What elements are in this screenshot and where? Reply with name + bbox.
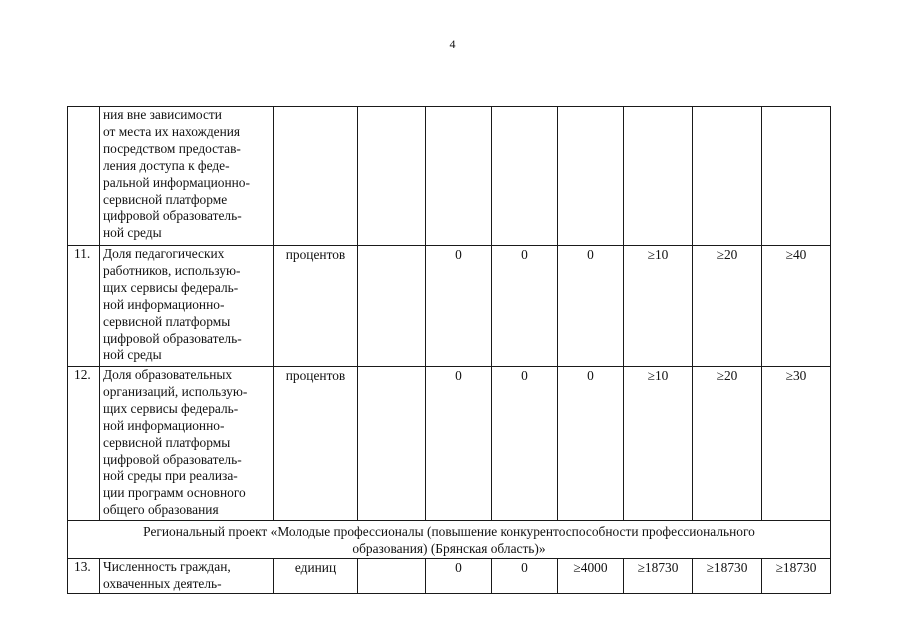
value-cell: ≥30 [762, 367, 831, 521]
value-cell [358, 246, 426, 367]
unit-cell: единиц [274, 559, 358, 594]
value-cell: ≥10 [624, 246, 693, 367]
indicator-description: Доля педагогических работников, использую- щих сервисы федераль- ной информационно- сервисной платформы цифровой образователь- ной среды [100, 246, 274, 367]
value-cell: ≥40 [762, 246, 831, 367]
table-row [68, 107, 831, 246]
value-cell [358, 107, 426, 246]
value-cell: ≥4000 [558, 559, 624, 594]
value-cell: ≥18730 [624, 559, 693, 594]
value-cell: ≥20 [693, 367, 762, 521]
unit-cell: процентов [274, 367, 358, 521]
value-cell [492, 107, 558, 246]
value-cell: 0 [426, 367, 492, 521]
value-cell: 0 [492, 246, 558, 367]
row-number [68, 107, 100, 246]
value-cell [693, 107, 762, 246]
unit-cell: процентов [274, 246, 358, 367]
section-title: Региональный проект «Молодые профессионалы (повышение конкурентоспособности профессионального образования) (Брянская область)» [68, 521, 831, 559]
value-cell [426, 107, 492, 246]
table-row [68, 559, 831, 594]
table-row [68, 367, 831, 521]
unit-cell [274, 107, 358, 246]
value-cell: 0 [558, 246, 624, 367]
value-cell: 0 [426, 246, 492, 367]
value-cell [358, 559, 426, 594]
page-number: 4 [449, 37, 456, 51]
indicator-description: Численность граждан, охваченных деятель- [100, 559, 274, 594]
indicator-description: Доля образовательных организаций, использую- щих сервисы федераль- ной информационно- сервисной платформы цифровой образователь- ной среды при реализа- ции программ основного общего образования [100, 367, 274, 521]
value-cell [624, 107, 693, 246]
value-cell: ≥20 [693, 246, 762, 367]
value-cell: 0 [492, 559, 558, 594]
table-row [68, 246, 831, 367]
value-cell: ≥10 [624, 367, 693, 521]
value-cell [762, 107, 831, 246]
row-number: 13. [68, 559, 100, 594]
indicators-table [67, 106, 831, 594]
value-cell: ≥18730 [762, 559, 831, 594]
indicator-description: ния вне зависимости от места их нахождения посредством предостав- ления доступа к феде- ральной информационно- сервисной платформе цифровой образователь- ной среды [100, 107, 274, 246]
value-cell: ≥18730 [693, 559, 762, 594]
row-number: 12. [68, 367, 100, 521]
value-cell: 0 [492, 367, 558, 521]
value-cell [558, 107, 624, 246]
value-cell: 0 [426, 559, 492, 594]
section-row [68, 521, 831, 559]
value-cell: 0 [558, 367, 624, 521]
row-number: 11. [68, 246, 100, 367]
value-cell [358, 367, 426, 521]
